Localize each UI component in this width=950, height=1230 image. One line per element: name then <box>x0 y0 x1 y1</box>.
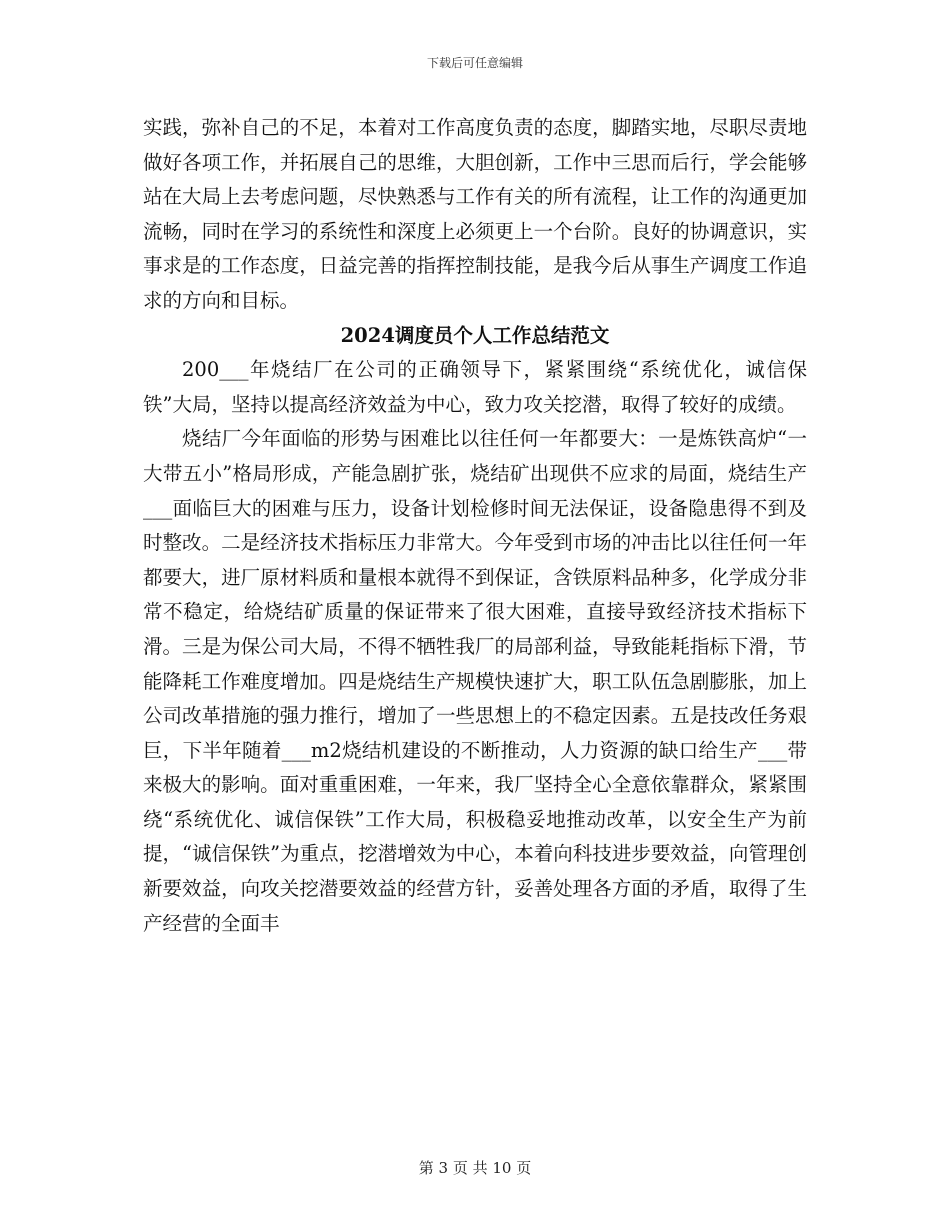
body-paragraph-1: 200___年烧结厂在公司的正确领导下，紧紧围绕“系统优化，诚信保铁”大局，坚持以提高经济效益为中心，致力攻关挖潜，取得了较好的成绩。 <box>143 358 807 416</box>
page-footer: 第 3 页 共 10 页 <box>418 1159 532 1177</box>
page-header: 下载后可任意编辑 <box>426 56 523 70</box>
body-paragraph-2: 烧结厂今年面临的形势与困难比以往任何一年都要大：一是炼铁高炉“一大带五小”格局形成，产能急剧扩张，烧结矿出现供不应求的局面，烧结生产___面临巨大的困难与压力，设备计划检修时间无法保证，设备隐患得不到及时整改。二是经济技术指标压力非常大。今年受到市场的冲击比以往任何一年都要大，进厂原材料质和量根本就得不到保证，含铁原料品种多，化学成分非常不稳定，给烧结矿质量的保证带来了很大困难，直接导致经济技术指标下滑。三是为保公司大局，不得不牺牲我厂的局部利益，导致能耗指标下滑，节能降耗工作难度增加。四是烧结生产规模快速扩大，职工队伍急剧膨胀，加上公司改革措施的强力推行，增加了一些思想上的不稳定因素。五是技改任务艰巨，下半年随着___m2烧结机建设的不断推动，人力资源的缺口给生产___带来极大的影响。面对重重困难，一年来，我厂坚持全心全意依靠群众，紧紧围绕“系统优化、诚信保铁”工作大局，积极稳妥地推动改革，以安全生产为前提，“诚信保铁”为重点，挖潜增效为中心，本着向科技进步要效益，向管理创新要效益，向攻关挖潜要效益的经营方针，妥善处理各方面的矛盾，取得了生产经营的全面丰 <box>143 427 807 935</box>
intro-paragraph: 实践，弥补自己的不足，本着对工作高度负责的态度，脚踏实地，尽职尽责地做好各项工作，并拓展自己的思维，大胆创新，工作中三思而后行，学会能够站在大局上去考虑问题，尽快熟悉与工作有关的所有流程，让工作的沟通更加流畅，同时在学习的系统性和深度上必须更上一个台阶。良好的协调意识，实事求是的工作态度，日益完善的指挥控制技能，是我今后从事生产调度工作追求的方向和目标。 <box>143 116 807 312</box>
document-title: 2024调度员个人工作总结范文 <box>340 323 610 347</box>
document-body <box>143 111 807 941</box>
